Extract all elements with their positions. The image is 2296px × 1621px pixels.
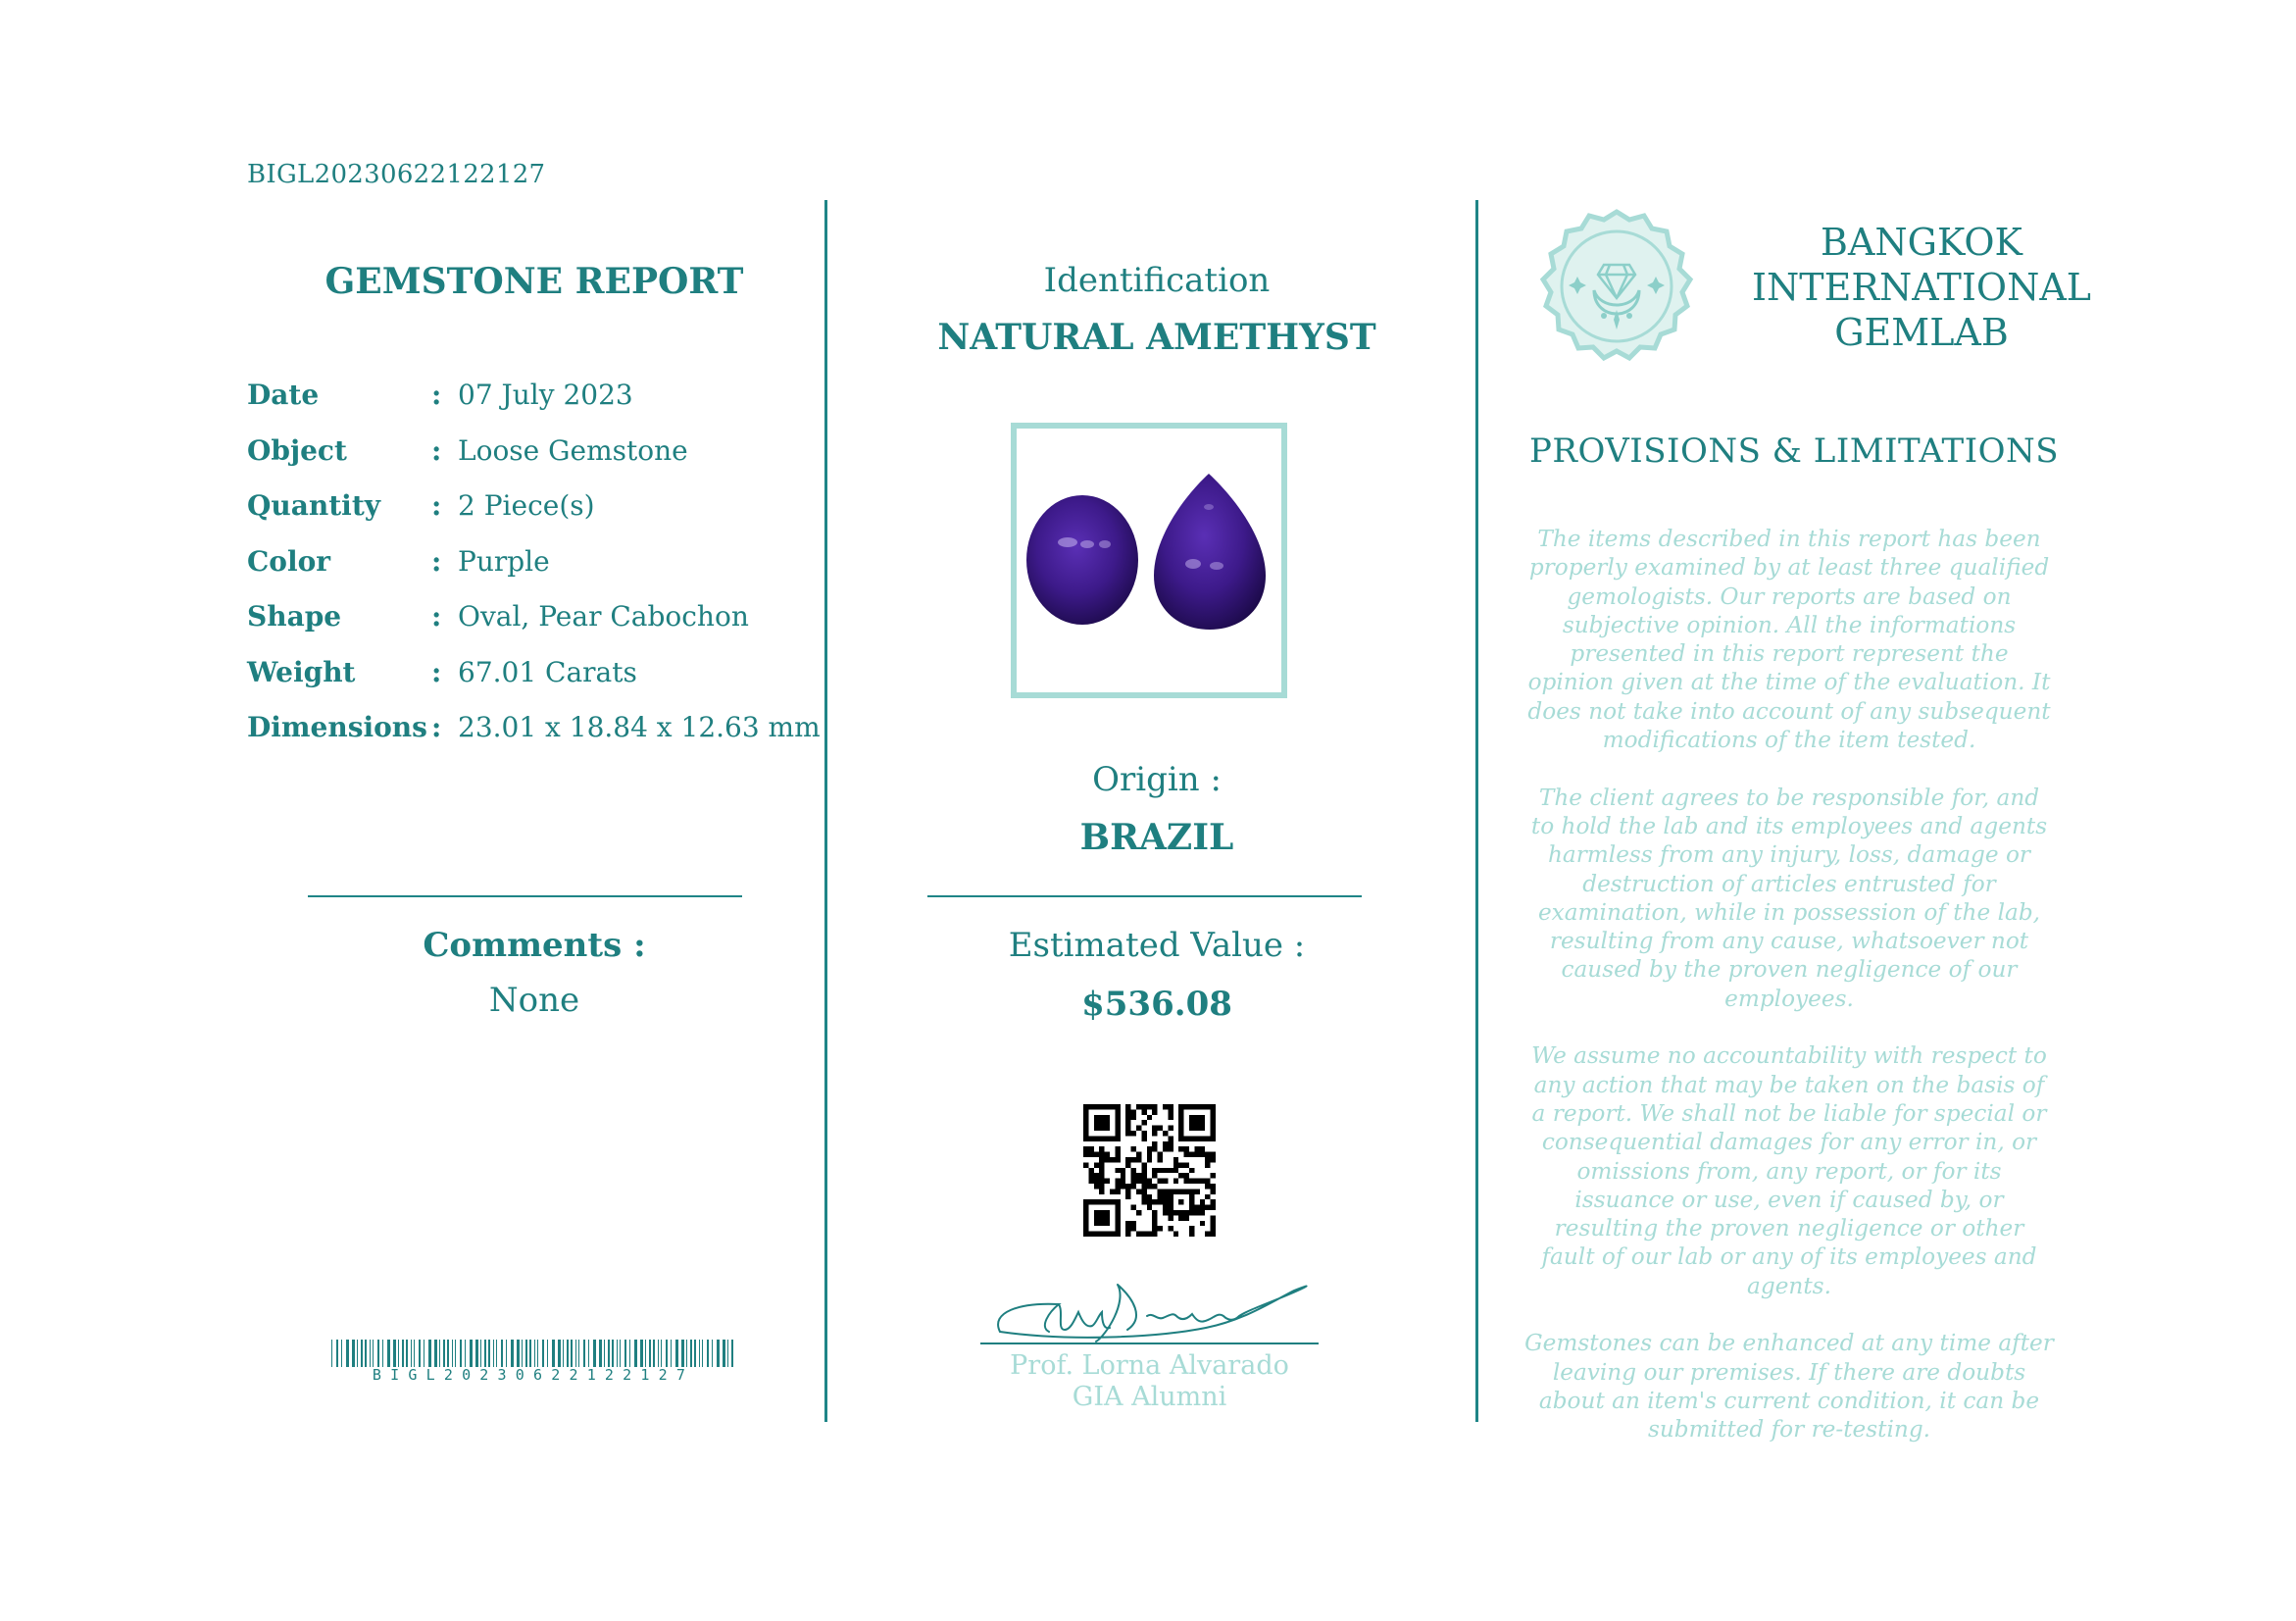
qr-code (1083, 1104, 1216, 1237)
origin-value: BRAZIL (1079, 817, 1234, 858)
identification-value: NATURAL AMETHYST (937, 317, 1376, 358)
report-id: BIGL20230622122127 (247, 160, 546, 189)
lab-name (1725, 220, 2118, 355)
oval-cabochon (1026, 495, 1138, 625)
detail-colon: : (431, 600, 442, 633)
detail-colon: : (431, 379, 442, 411)
detail-label: Shape (247, 600, 342, 633)
lab-name-line: INTERNATIONAL (1751, 266, 2091, 309)
signature (980, 1273, 1319, 1345)
column-divider-left (824, 200, 827, 1422)
detail-value: Loose Gemstone (458, 434, 688, 467)
crystal-moon-seal-icon (1535, 208, 1698, 371)
detail-colon: : (431, 434, 442, 467)
identification-label: Identification (1043, 261, 1271, 300)
gemstone-photo (1011, 423, 1287, 698)
signer-title: GIA Alumni (1072, 1382, 1227, 1412)
barcode-text: BIGL20230622122127 (372, 1366, 695, 1384)
column-divider-right (1475, 200, 1478, 1422)
detail-label: Color (247, 545, 331, 578)
origin-divider (927, 895, 1362, 897)
pear-cabochon (1154, 474, 1266, 630)
detail-colon: : (431, 489, 442, 522)
detail-colon: : (431, 711, 442, 743)
comments-divider (308, 895, 742, 897)
detail-value: 07 July 2023 (458, 379, 633, 411)
provisions-body (1524, 525, 2054, 1473)
provisions-paragraph: We assume no accountability with respect to any action that may be taken on the basis of a report. We shall not be liable for special or consequential damages for any error in, or omissions from, any report, or for its issuance or use, even if caused by, or resulting the proven negligence or other fault of our lab or any of its employees and agents. (1531, 1042, 2047, 1299)
detail-colon: : (431, 656, 442, 688)
detail-value: 2 Piece(s) (458, 489, 595, 522)
comments-value: None (488, 981, 580, 1020)
detail-label: Weight (247, 656, 356, 688)
report-title: GEMSTONE REPORT (324, 261, 744, 302)
detail-label: Date (247, 379, 320, 411)
provisions-paragraph: The items described in this report has been properly examined by at least three qualified gemologists. Our reports are based on subjective opinion. All the informations presented in this report represent the opinion given at the time of the evaluation. It does not take into account of any subsequent modifications of the item tested. (1527, 526, 2051, 754)
detail-label: Quantity (247, 489, 381, 522)
detail-value: Purple (458, 545, 550, 578)
gemstone-image (1017, 429, 1281, 692)
barcode (331, 1340, 735, 1367)
lab-name-line: BANGKOK (1821, 221, 2022, 264)
detail-value: Oval, Pear Cabochon (458, 600, 749, 633)
signer-name: Prof. Lorna Alvarado (1010, 1350, 1289, 1381)
comments-title: Comments : (423, 926, 646, 965)
origin-label: Origin : (1092, 760, 1222, 799)
detail-colon: : (431, 545, 442, 578)
estimated-value: $536.08 (1081, 985, 1232, 1024)
provisions-paragraph: The client agrees to be responsible for, and to hold the lab and its employees and agents harmless from any injury, loss, damage or destruction of articles entrusted for examination, while in possession of the lab, resulting from any cause, whatsoever not caused by the proven negligence of our employees. (1530, 784, 2048, 1012)
estimated-value-label: Estimated Value : (1008, 926, 1306, 965)
lab-name-line: GEMLAB (1834, 311, 2009, 354)
detail-value: 23.01 x 18.84 x 12.63 mm (458, 711, 821, 743)
provisions-paragraph: Gemstones can be enhanced at any time after leaving our premises. If there are doubts about an item's current condition, it can be submitted for re-testing. (1524, 1330, 2054, 1444)
detail-value: 67.01 Carats (458, 656, 637, 688)
detail-label: Dimensions (247, 711, 427, 743)
provisions-title: PROVISIONS & LIMITATIONS (1529, 431, 2060, 471)
detail-label: Object (247, 434, 347, 467)
